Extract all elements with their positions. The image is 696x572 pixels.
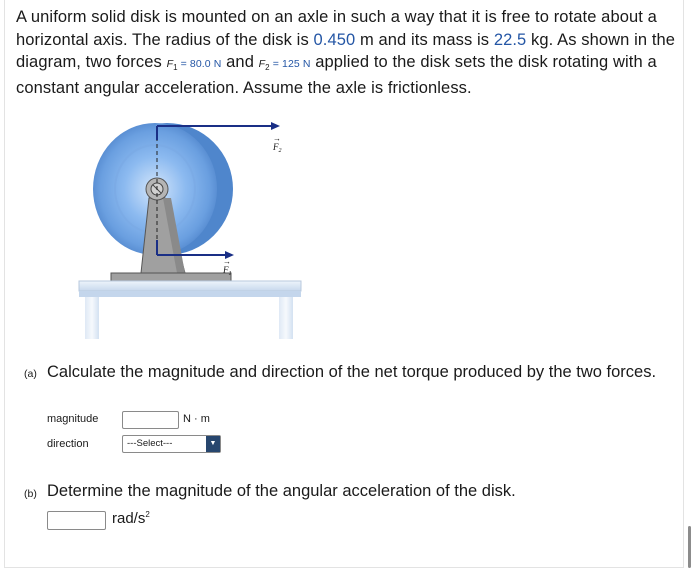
table-leg-right: [279, 297, 293, 339]
problem-text: kg. As shown in the diagram, two forces: [16, 30, 676, 71]
f1-value: = 80.0 N: [177, 58, 222, 70]
part-b-label: (b): [24, 488, 37, 500]
f2-vector-mark: →: [273, 134, 281, 143]
stand-base: [111, 273, 231, 281]
table-leg-left: [85, 297, 99, 339]
problem-text: A uniform solid disk is mounted on an axle in such a way that it is free to rotate about a horizontal axis. The radius of the disk is: [16, 8, 657, 49]
part-a-label: (a): [24, 368, 37, 380]
magnitude-label: magnitude: [47, 413, 99, 425]
direction-label: direction: [47, 438, 89, 450]
table-top: [79, 281, 301, 291]
direction-select[interactable]: [122, 435, 221, 453]
table-edge: [79, 291, 301, 297]
problem-statement: [16, 6, 676, 99]
f1-vector-mark: →: [223, 257, 231, 266]
dropdown-arrow-icon[interactable]: ▼: [206, 436, 220, 452]
mass-value: 22.5: [493, 30, 527, 49]
disk-diagram: [75, 118, 315, 340]
problem-text: and: [221, 53, 259, 71]
problem-text: m and its mass is: [355, 30, 494, 49]
part-a-question: Calculate the magnitude and direction of the net torque produced by the two forces.: [47, 363, 657, 381]
part-b-question: Determine the magnitude of the angular acceleration of the disk.: [47, 482, 516, 500]
radius-value: 0.450: [313, 30, 356, 49]
f2-label: $F_2$: [273, 142, 282, 154]
f1-label: $F_1$: [223, 265, 232, 277]
f2-expression: $F_2 = 125$ N: [258, 58, 311, 72]
f2-arrowhead: [271, 122, 280, 130]
scrollbar[interactable]: [688, 526, 691, 568]
angular-acceleration-unit: rad/$s^2$: [112, 510, 150, 527]
angular-acceleration-input[interactable]: [47, 511, 106, 530]
direction-selected-value: ---Select---: [127, 438, 173, 449]
problem-text: applied to the disk sets the disk rotating with a constant angular acceleration. Assume the axle is frictionless.: [16, 53, 657, 97]
magnitude-input[interactable]: [122, 411, 179, 429]
magnitude-unit: N · m: [183, 413, 210, 425]
f1-expression: $F_1 = 80.0$ N: [166, 58, 222, 72]
f2-value: = 125 N: [269, 58, 311, 70]
